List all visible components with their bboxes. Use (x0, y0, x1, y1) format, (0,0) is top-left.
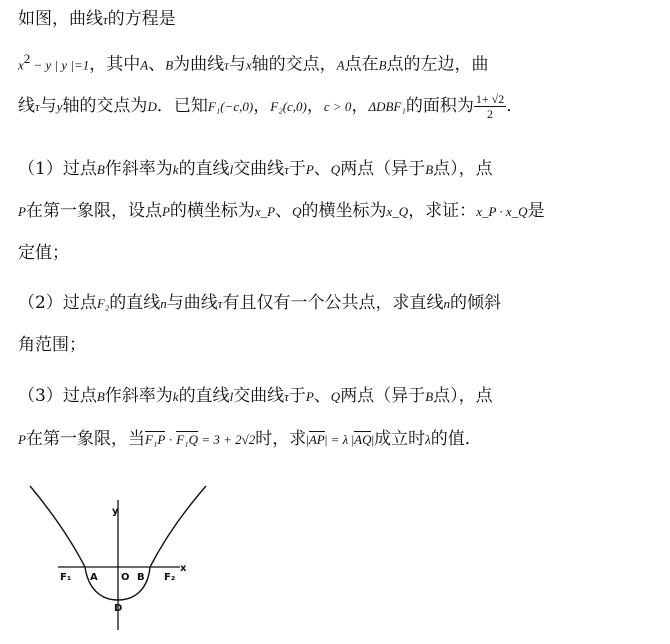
problem-line-3 (18, 92, 523, 121)
text: 交曲线 (233, 159, 285, 179)
symbol-B: B (425, 389, 434, 404)
text: ， (253, 96, 271, 116)
symbol-A: A (336, 57, 345, 73)
symbol-P: P (18, 432, 26, 447)
vector-AQ: AQ (354, 432, 372, 447)
symbol-tau: τ (284, 162, 289, 177)
symbol-Q: Q (330, 162, 341, 177)
part-label: （2） (18, 293, 63, 313)
fraction-denominator: 2 (487, 107, 494, 121)
text: 作斜率为 (104, 386, 173, 406)
text: 的直线 (109, 293, 161, 313)
text: ． (506, 96, 524, 116)
curve-left-branch (30, 486, 85, 567)
vector-AP: AP (308, 432, 325, 447)
text: 的横坐标为 (169, 201, 255, 221)
symbol-B: B (165, 57, 174, 73)
text: 时，求 (255, 429, 307, 449)
symbol-B: B (96, 162, 105, 177)
part1-line-1 (18, 158, 493, 181)
text: 作斜率为 (104, 159, 173, 179)
text: 是 (527, 201, 545, 221)
symbol-P: P (18, 204, 26, 219)
text: 与 (39, 96, 57, 116)
symbol-y: y (56, 99, 63, 114)
symbol-P: P (305, 389, 314, 404)
symbol-l: l (229, 162, 234, 177)
symbol-lambda: λ (425, 432, 431, 447)
symbol-P: P (161, 204, 170, 219)
label-F2: F₂ (164, 572, 176, 583)
label-B: B (137, 572, 145, 583)
text: 的倾斜 (449, 293, 501, 313)
problem-line-1 (18, 8, 176, 31)
curve-right-branch (150, 486, 206, 567)
text: 、 (148, 54, 166, 75)
text: 为曲线 (173, 54, 225, 75)
area-fraction (474, 92, 506, 121)
text: 过点 (62, 386, 97, 406)
text: 、 (313, 386, 331, 406)
symbol-tau: τ (284, 389, 289, 404)
text: 的面积为 (405, 96, 474, 116)
text: 交曲线 (233, 386, 285, 406)
symbol-xP: x_P (254, 204, 276, 219)
symbol-B: B (96, 389, 105, 404)
problem-line-2: $x^2 - y$ | y |=1，其中A、B为曲线τ与x轴的交点，A点在B点的左边，曲 (18, 51, 489, 75)
text: 点），点 (433, 386, 493, 406)
text: 的直线 (178, 386, 230, 406)
condition-c: c > 0 (323, 99, 352, 114)
text: 两点（异于 (340, 159, 426, 179)
text: ， (306, 96, 324, 116)
text: 与曲线 (166, 293, 218, 313)
label-y-axis: y (112, 506, 119, 517)
part3-line-1 (18, 385, 493, 408)
equation-x: x (18, 57, 24, 73)
text: 角范围； (18, 335, 86, 355)
text: 有且仅有一个公共点，求直线 (222, 293, 444, 313)
text: ．已知 (156, 96, 208, 116)
text: 在第一象限，当 (25, 429, 145, 449)
text: 两点（异于 (340, 386, 426, 406)
triangle-DBF1: ΔDBF₁ (368, 99, 406, 114)
point-F1: F₁(−c,0) (207, 99, 254, 114)
text: 线 (18, 96, 35, 116)
symbol-P: P (305, 162, 314, 177)
text: 、 (313, 159, 331, 179)
text: 与 (228, 54, 246, 75)
part2-line-1 (18, 292, 501, 315)
text: 于 (288, 159, 306, 179)
curve-figure (0, 470, 240, 644)
text: 成立时 (374, 429, 426, 449)
symbol-tau: τ (224, 57, 229, 73)
symbol-tau: τ (103, 12, 108, 27)
vector-F1Q: F₁Q (176, 432, 199, 447)
text: 轴的交点， (251, 54, 337, 75)
symbol-k: k (172, 162, 179, 177)
symbol-Q: Q (330, 389, 341, 404)
symbol-n: n (443, 296, 450, 311)
label-F1: F₁ (60, 572, 72, 583)
text: 于 (288, 386, 306, 406)
text: 的直线 (178, 159, 230, 179)
text: 点的左边，曲 (386, 54, 489, 75)
symbol-B: B (425, 162, 434, 177)
symbol-k: k (172, 389, 179, 404)
label-A: A (90, 572, 98, 583)
label-O: O (121, 572, 130, 583)
text: 、 (275, 201, 293, 221)
text: 点），点 (433, 159, 493, 179)
text: ， (351, 96, 369, 116)
part-label: （1） (18, 159, 63, 179)
text: 轴的交点为 (62, 96, 148, 116)
symbol-F2: F₂ (96, 296, 110, 311)
part-label: （3） (18, 386, 63, 406)
part2-line-2 (18, 334, 86, 356)
equation-lambda: = λ (327, 432, 352, 447)
text: 的方程是 (107, 9, 176, 29)
symbol-tau: τ (35, 99, 40, 114)
part3-line-2: P在第一象限，当F₁P · F₁Q = 3 + 2√2时，求|AP| = λ |AQ|成立时λ的值． (18, 429, 482, 449)
label-D: D (114, 603, 123, 614)
symbol-A: A (140, 57, 149, 73)
symbol-l: l (229, 389, 234, 404)
fraction-numerator: 1+ √2 (475, 92, 505, 106)
symbol-x: x (245, 57, 252, 73)
part1-line-3 (18, 242, 69, 264)
text: 定值； (18, 243, 69, 263)
label-x-axis: x (180, 563, 187, 574)
text: 点在 (344, 54, 379, 75)
text: 的横坐标为 (301, 201, 387, 221)
symbol-xQ: x_Q (386, 204, 409, 219)
text: ，求证： (408, 201, 477, 221)
text: 在第一象限，设点 (25, 201, 162, 221)
equation-rest: − y | y |=1 (30, 57, 90, 73)
text: 的值． (430, 429, 482, 449)
symbol-B: B (378, 57, 387, 73)
part1-line-2 (18, 200, 545, 223)
text: 过点 (62, 293, 97, 313)
text: 过点 (62, 159, 97, 179)
symbol-D: D (147, 99, 157, 114)
point-F2: F₂(c,0) (270, 99, 307, 114)
dot-product-value: = 3 + 2√2 (198, 432, 256, 447)
text: 如图，曲线 (18, 9, 103, 29)
symbol-Q: Q (292, 204, 302, 219)
symbol-n: n (160, 296, 167, 311)
symbol-tau: τ (217, 296, 223, 311)
text: ，其中 (89, 54, 141, 75)
product-xP-xQ: x_P · x_Q (476, 204, 528, 219)
vector-F1P: F₁P (144, 432, 166, 447)
